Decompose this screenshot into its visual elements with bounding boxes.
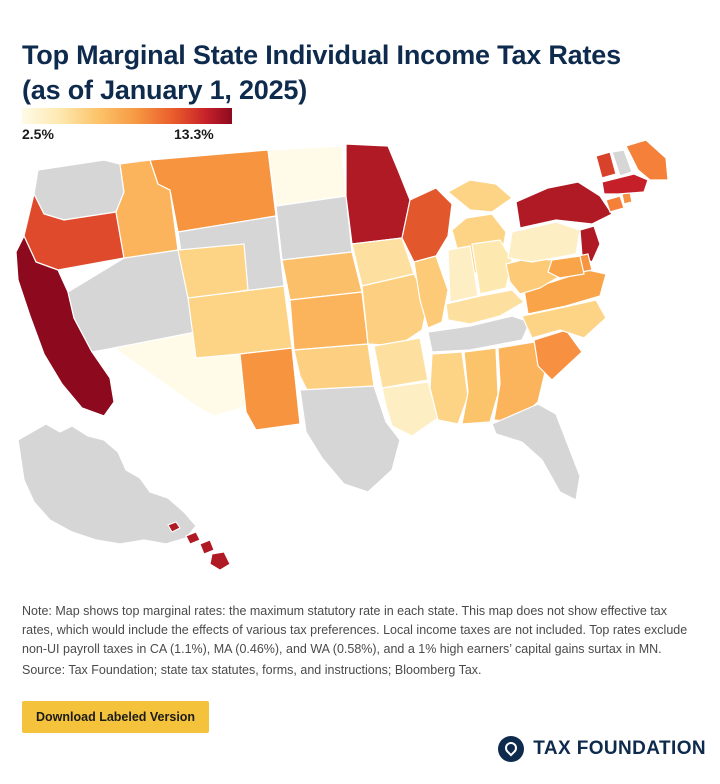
state-CO <box>188 286 292 358</box>
state-AL <box>462 348 498 424</box>
note-text: Note: Map shows top marginal rates: the maximum statutory rate in each state. This map does not show effective tax rates, which would include the effects of various tax preferences. Local income taxes are not included. Top rates exclude non-UI payroll taxes in CA (1.1%), MA (0.46%), and WA (0.58%), and a 1% high earners’ capital gains surtax in MN. <box>22 604 688 656</box>
state-NY <box>516 182 612 228</box>
state-FL <box>492 404 580 500</box>
state-CT <box>606 196 624 212</box>
legend-min-label: 2.5% <box>22 126 54 142</box>
state-AR <box>374 338 428 388</box>
state-ND <box>268 146 346 206</box>
tax-foundation-logo-icon <box>498 736 524 762</box>
state-OK <box>294 344 374 392</box>
state-MD <box>548 256 584 278</box>
state-KS <box>290 292 368 350</box>
legend-max-label: 13.3% <box>174 126 214 142</box>
legend <box>22 108 232 144</box>
state-MS <box>430 352 468 424</box>
state-OH <box>472 240 512 294</box>
state-NM <box>240 348 300 430</box>
state-HI <box>168 522 230 570</box>
brand-name: TAX FOUNDATION <box>533 738 706 759</box>
state-WA <box>34 160 124 220</box>
us-choropleth-map <box>0 140 720 590</box>
page-title: Top Marginal State Individual Income Tax Rates (as of January 1, 2025) <box>22 40 621 105</box>
state-MN <box>346 144 410 244</box>
legend-gradient-bar <box>22 108 232 124</box>
map-note <box>22 602 694 680</box>
download-labeled-version-button[interactable]: Download Labeled Version <box>22 701 209 733</box>
state-MA <box>602 174 648 194</box>
state-SD <box>276 196 352 260</box>
note-source: Source: Tax Foundation; state tax statutes, forms, and instructions; Bloomberg Tax. <box>22 663 482 677</box>
brand-logo <box>498 736 706 762</box>
state-PA <box>508 222 580 262</box>
